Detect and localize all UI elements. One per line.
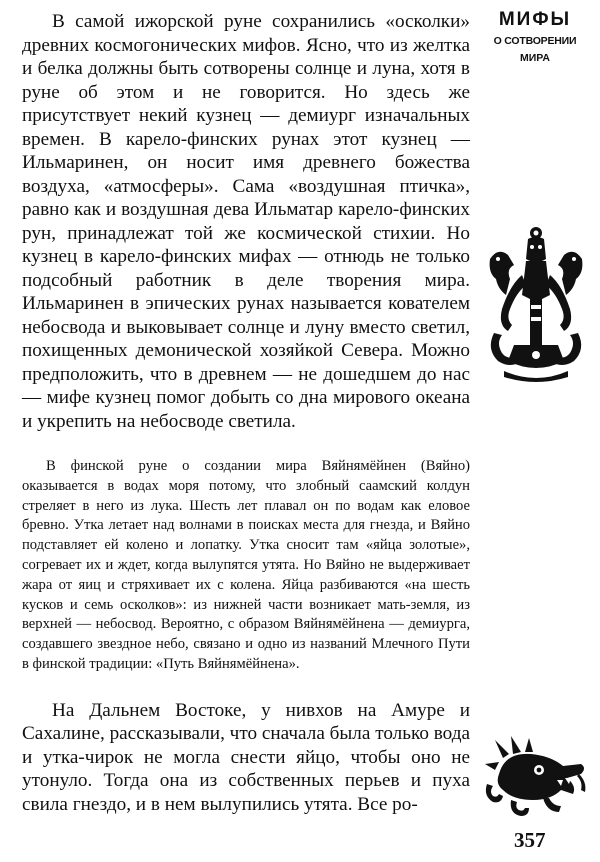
paragraph-izhora-rune: В самой ижорской руне сохранились «осколки» древних космогонических мифов. Ясно, что из желтка и белка должны быть сотворены солнце и луна, хотя в руне об этом и не говорится. Но здесь же присутствует некий кузнец — демиург изначальных времен. В карело-финских рунах этот кузнец — Ильмаринен, он носит имя древнего божества воздуха, «атмосферы». Сама «воздушная птичка», равно как и воздушная дева Ильматар карело-финских рун, принадлежат той же космической стихии. Но кузнец в карело-финских мифах — отнюдь не только подсобный работник в деле творения мира. Ильмаринен в эпических рунах называется кователем небосвода и выковывает солнце и луну вместо светил, похищенных демонической хозяйкой Севера. Можно предположить, что в древнем — не дошедшем до нас — мифе кузнец помог добыть со дна мирового океана и укрепить на небосводе светила.: [22, 11, 470, 432]
dragon-head-ornament-icon: [481, 734, 589, 818]
paragraph-finnish-rune: В финской руне о создании мира Вяйнямёйнен (Вяйно) оказывается в водах моря потому, что злобный саамский колдун стреляет в него из лука. Шесть лет плавал он по водам как еловое бревно. Утка летает над волнами в поисках места для гнезда, и Вяйно подставляет ей колено и лопатку. Утка сносит там «яйца золотые», согревает их и ждет, когда вылупятся утята. Но Вяйно не выдерживает жара от яиц и стряхивает их с колена. Яйца разбиваются «на шесть кусков и семь осколков»: из нижней части возникает мать-земля, из верхней — небосвод. Вероятно, с образом Вяйнямёйнена — демиурга, создавшего звездное небо, связано и одно из названий Млечного Пути в финской традиции: «Путь Вяйнямёйнена».: [22, 458, 470, 672]
page-number: 357: [514, 828, 546, 852]
running-title-line3: МИРА: [520, 52, 550, 64]
bronze-figure-ornament-icon: [484, 225, 588, 385]
paragraph-far-east: На Дальнем Востоке, у нивхов на Амуре и Сахалине, рассказывали, что сначала была только вода и утка-чирок не могла снести яйцо, чтобы оно не утонуло. Тогда она из собственных перьев и пуха свила гнездо, и в нем вылупились утята. Все ро-: [22, 699, 470, 815]
running-title-line1: МИФЫ: [498, 9, 572, 30]
running-title-line2: О СОТВОРЕНИИ: [493, 35, 577, 47]
main-text-column: [22, 10, 470, 816]
running-title: [478, 8, 592, 66]
